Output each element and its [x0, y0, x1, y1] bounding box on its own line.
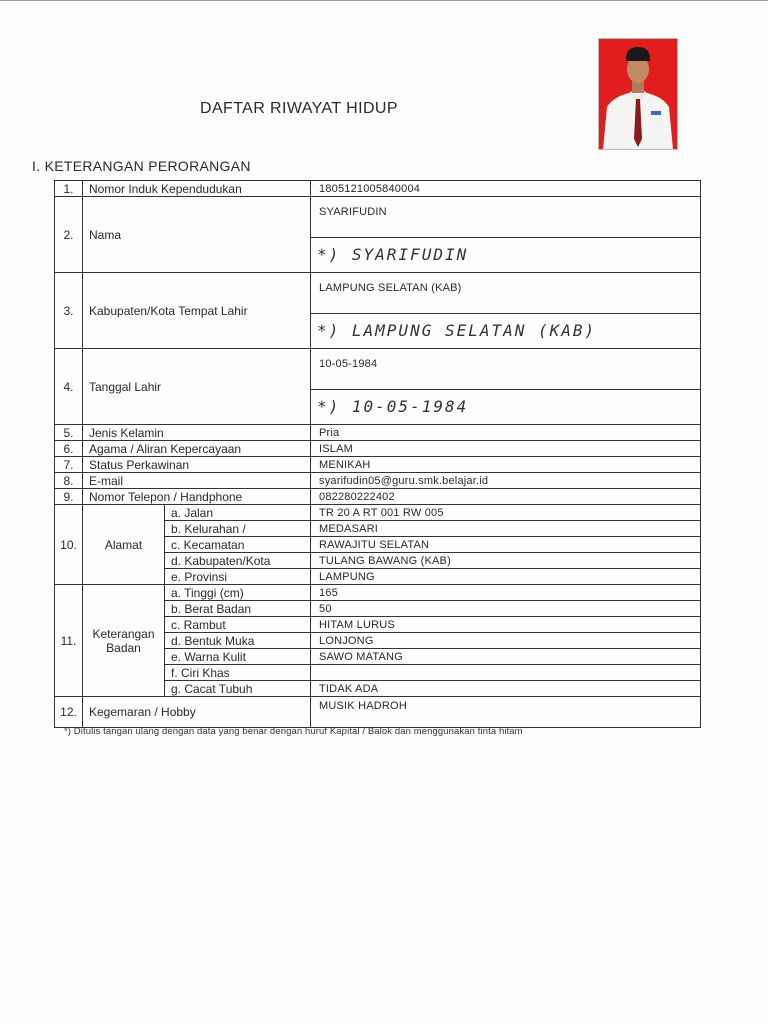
table-row [55, 197, 701, 238]
row-value: TIDAK ADA [311, 681, 701, 697]
row-value: TR 20 A RT 001 RW 005 [311, 505, 701, 521]
row-number: 6. [55, 441, 83, 457]
table-row [55, 489, 701, 505]
row-value: 082280222402 [311, 489, 701, 505]
row-label: Kegemaran / Hobby [83, 697, 311, 728]
row-label: Agama / Aliran Kepercayaan [83, 441, 311, 457]
row-number: 12. [55, 697, 83, 728]
row-value: HITAM LURUS [311, 617, 701, 633]
row-number: 5. [55, 425, 83, 441]
row-value [311, 665, 701, 681]
table-row [55, 349, 701, 390]
row-value: 50 [311, 601, 701, 617]
personal-info-table [54, 180, 701, 728]
sub-label: d. Kabupaten/Kota [165, 553, 311, 569]
sub-label: a. Jalan [165, 505, 311, 521]
row-number: 3. [55, 273, 83, 349]
row-value: 165 [311, 585, 701, 601]
sub-label: e. Provinsi [165, 569, 311, 585]
table-row [55, 505, 701, 521]
row-label: Keterangan Badan [83, 585, 165, 697]
table-row [55, 457, 701, 473]
row-label: E-mail [83, 473, 311, 489]
row-value: SAWO MATANG [311, 649, 701, 665]
table-row [55, 441, 701, 457]
sub-label: b. Berat Badan [165, 601, 311, 617]
row-number: 10. [55, 505, 83, 585]
row-value: MEDASARI [311, 521, 701, 537]
row-label: Alamat [83, 505, 165, 585]
row-value: LAMPUNG SELATAN (KAB) [311, 273, 701, 314]
handwritten-value: *) 10-05-1984 [311, 390, 701, 425]
row-label: Nomor Induk Kependudukan [83, 181, 311, 197]
row-value: LAMPUNG [311, 569, 701, 585]
table-row [55, 697, 701, 728]
page-title: DAFTAR RIWAYAT HIDUP [200, 100, 398, 117]
sub-label: a. Tinggi (cm) [165, 585, 311, 601]
section-heading: I. KETERANGAN PERORANGAN [32, 158, 251, 174]
row-value: SYARIFUDIN [311, 197, 701, 238]
row-label: Nomor Telepon / Handphone [83, 489, 311, 505]
sub-label: d. Bentuk Muka [165, 633, 311, 649]
sub-label: e. Warna Kulit [165, 649, 311, 665]
row-value: syarifudin05@guru.smk.belajar.id [311, 473, 701, 489]
row-value: Pria [311, 425, 701, 441]
row-value: LONJONG [311, 633, 701, 649]
row-label: Tanggal Lahir [83, 349, 311, 425]
table-row [55, 585, 701, 601]
sub-label: b. Kelurahan / [165, 521, 311, 537]
sub-label: g. Cacat Tubuh [165, 681, 311, 697]
row-value: TULANG BAWANG (KAB) [311, 553, 701, 569]
handwritten-value: *) SYARIFUDIN [311, 238, 701, 273]
footnote: *) Ditulis tangan ulang dengan data yang benar dengan huruf Kapital / Balok dan menggunakan tinta hitam [64, 726, 523, 737]
row-value: ISLAM [311, 441, 701, 457]
handwritten-value: *) LAMPUNG SELATAN (KAB) [311, 314, 701, 349]
sub-label: c. Kecamatan [165, 537, 311, 553]
sub-label: f. Ciri Khas [165, 665, 311, 681]
table-row [55, 425, 701, 441]
row-number: 4. [55, 349, 83, 425]
table-row [55, 473, 701, 489]
row-number: 11. [55, 585, 83, 697]
table-row [55, 181, 701, 197]
row-number: 2. [55, 197, 83, 273]
profile-photo [598, 38, 678, 150]
row-value: 10-05-1984 [311, 349, 701, 390]
row-label: Kabupaten/Kota Tempat Lahir [83, 273, 311, 349]
row-label: Status Perkawinan [83, 457, 311, 473]
row-label: Nama [83, 197, 311, 273]
row-value: 1805121005840004 [311, 181, 701, 197]
row-label: Jenis Kelamin [83, 425, 311, 441]
row-number: 7. [55, 457, 83, 473]
row-value: RAWAJITU SELATAN [311, 537, 701, 553]
table-row [55, 273, 701, 314]
row-number: 9. [55, 489, 83, 505]
scan-edge [0, 0, 768, 1]
row-value: MENIKAH [311, 457, 701, 473]
row-number: 1. [55, 181, 83, 197]
row-value: MUSIK HADROH [311, 697, 701, 728]
row-number: 8. [55, 473, 83, 489]
sub-label: c. Rambut [165, 617, 311, 633]
